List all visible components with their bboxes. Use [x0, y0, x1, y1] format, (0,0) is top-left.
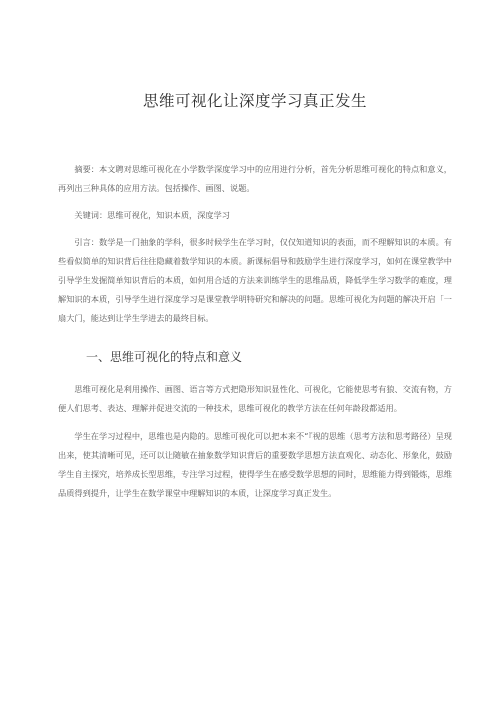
keywords-paragraph: 关键词：思维可视化，知识本质，深度学习: [74, 210, 230, 220]
section-heading: 一、思维可视化的特点和意义: [86, 350, 243, 364]
document-title: 思维可视化让深度学习真正发生: [142, 92, 367, 110]
abstract-paragraph: 摘要：本文聘对思维可视化在小学数学深度学习中的应用进行分析，首先分析思维可视化的特点和意义，再列出三种具体的应用方法。包括操作、画图、说题。: [58, 164, 452, 193]
section-paragraph-2: 学生在学习过程中，思维也是内隐的。思维可视化可以把本来不“『视的思维（思考方法和思考路径）呈现出来，使其清晰可见，还可以让随敏在抽象数学知识背后的重要数学思想方法直观化、动态化、形象化，鼓励学生自主探究，培养成长型思维，专注学习过程，使得学生在感受数学思想的同时，思维能力得到锻炼，思维品质得到提升，让学生在数学课堂中理解知识的本质，让深度学习真正发生。: [58, 431, 452, 498]
introduction-paragraph: 引言：数学是一门抽象的学科，很多时候学生在学习时，仅仅知道知识的表面，而不理解知识的本质。有些看似简单的知识背后往往隐藏着数学知识的本质。新课标倡导和鼓励学生进行深度学习，如何在课堂教学中引导学生发掘简单知识背后的本质，如何用合适的方法来训练学生的思维品质，降低学生学习数学的难度，理解知识的本质，引导学生进行深度学习是课堂教学明特研究和解决的问题。思维可视化为问题的解决开启「一扇大门，能达到让学生学进去的最终目标。: [58, 237, 452, 323]
section-paragraph-1: 思维可视化是利用操作、画图、语言等方式把隐形知识显性化、可视化，它能使思考有狼、交流有物，方便人们思考、表达、理解并促进交流的一种技术，思维可视化的教学方法在任何年龄段都适用。: [58, 384, 452, 413]
